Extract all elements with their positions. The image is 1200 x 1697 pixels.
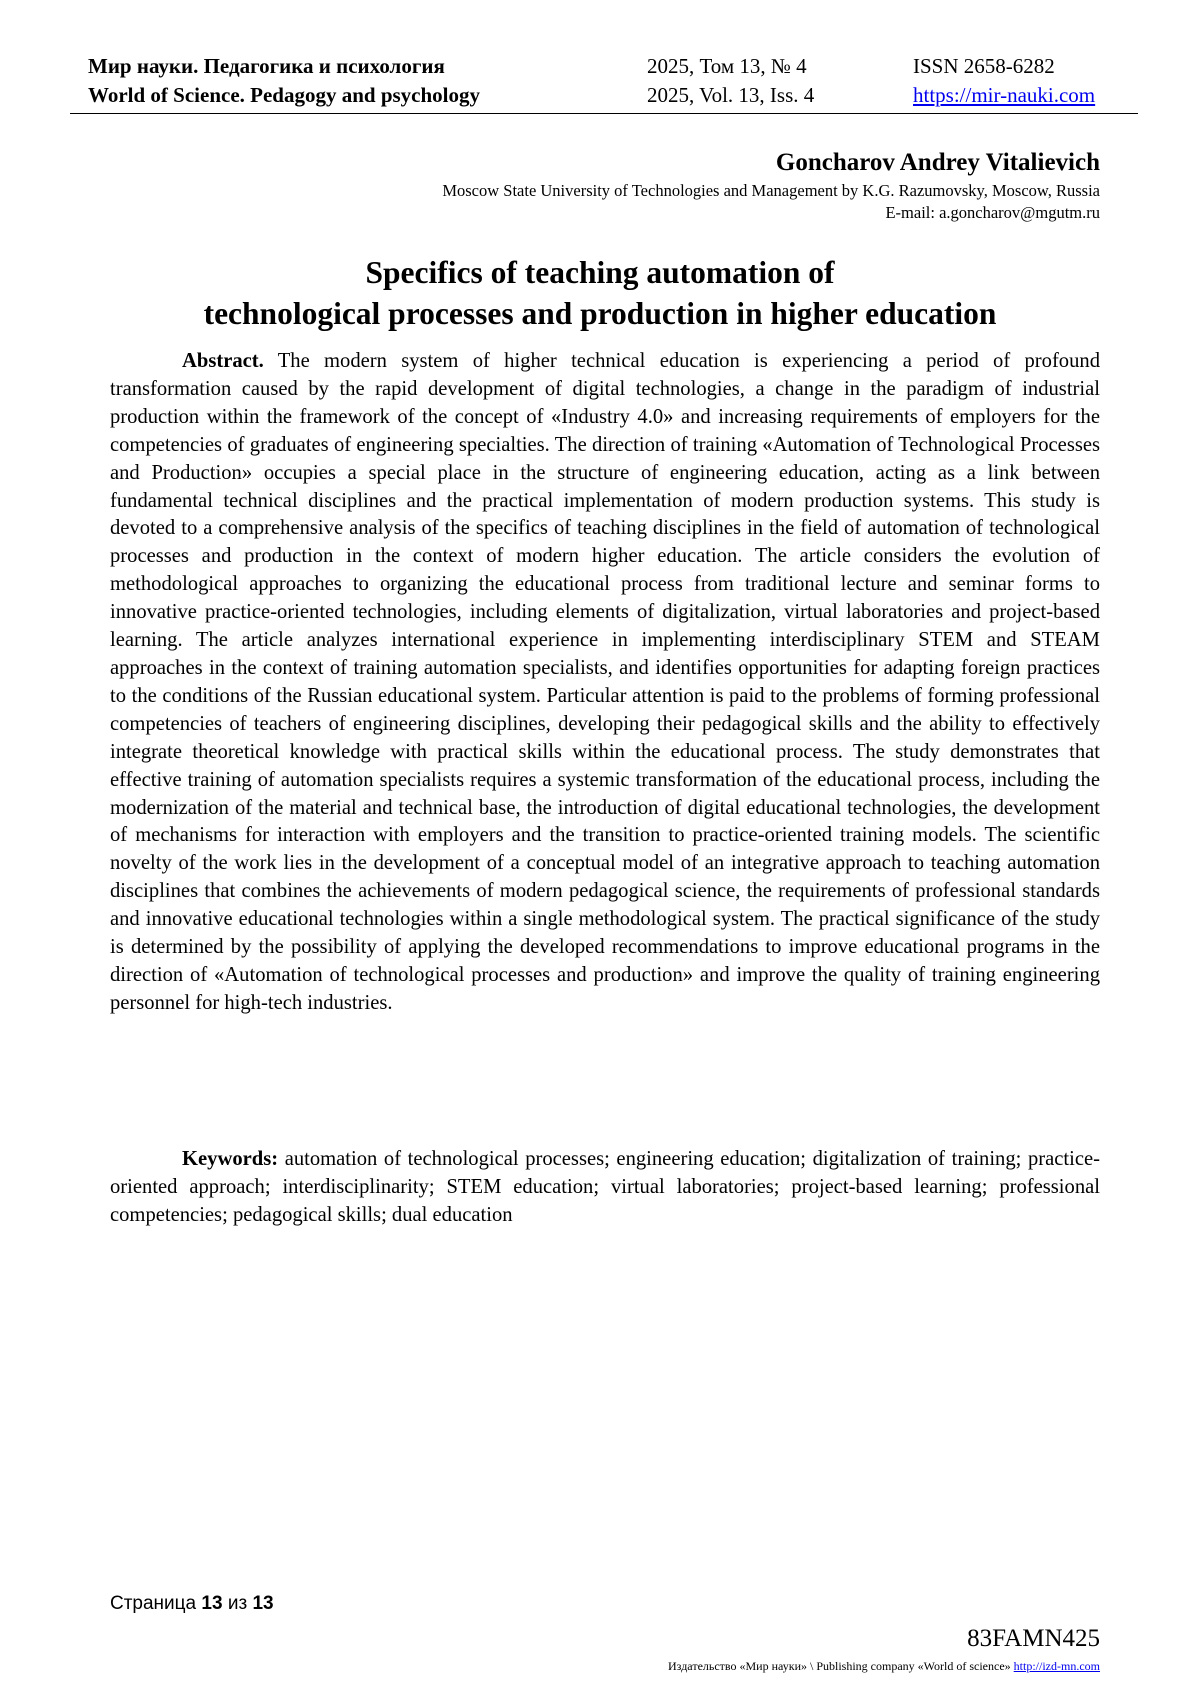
publisher-line xyxy=(668,1658,1100,1674)
issue-block xyxy=(647,52,814,110)
journal-header xyxy=(70,50,1138,114)
author-name: Goncharov Andrey Vitalievich xyxy=(775,149,1100,176)
issue-info-ru: 2025, Том 13, № 4 xyxy=(647,54,807,78)
abstract xyxy=(110,348,1100,1018)
issue-info-en: 2025, Vol. 13, Iss. 4 xyxy=(647,83,815,107)
page-current: 13 xyxy=(201,1593,223,1614)
abstract-label: Abstract. xyxy=(182,350,264,372)
paper-title xyxy=(100,252,1100,334)
keywords-label: Keywords: xyxy=(182,1148,279,1170)
paper-title-line-1: Specifics of teaching automation of xyxy=(365,255,835,290)
page-counter xyxy=(110,1592,274,1616)
issn-block xyxy=(913,52,1095,110)
article-code: 83FAMN425 xyxy=(967,1625,1100,1652)
journal-site-link[interactable]: https://mir-nauki.com xyxy=(913,83,1096,107)
issn: ISSN 2658-6282 xyxy=(913,54,1055,78)
abstract-text: The modern system of higher technical education is experiencing a period of profound transformation caused by the rapid development of digital technologies, a change in the paradigm of industrial production within the framework of the concept of «Industry 4.0» and increasing requirements of employers for the competencies of graduates of engineering specialties. The direction of training «Automation of Technological Processes and Production» occupies a special place in the structure of engineering education, acting as a link between fundamental technical disciplines and the practical implementation of modern production systems. This study is devoted to a comprehensive analysis of the specifics of teaching disciplines in the field of automation of technological processes and production in the context of modern higher education. The article considers the evolution of methodological approaches to organizing the educational process from traditional lecture and seminar forms to innovative practice-oriented technologies, including elements of digitalization, virtual laboratories and project-based learning. The article analyzes international experience in implementing interdisciplinary STEM and STEAM approaches in the context of training automation specialists, and identifies opportunities for adapting foreign practices to the conditions of the Russian educational system. Particular attention is paid to the problems of forming professional competencies of teachers of engineering disciplines, developing their pedagogical skills and the ability to effectively integrate theoretical knowledge with practical skills within the educational process. The study demonstrates that effective training of automation specialists requires a systemic transformation of the educational process, including the modernization of the material and technical base, the introduction of digital educational technologies, the development of mechanisms for interaction with employers and the transition to practice-oriented training models. The scientific novelty of the work lies in the development of a conceptual model of an integrative approach to teaching automation disciplines that combines the achievements of modern pedagogical science, the requirements of professional standards and innovative educational technologies within a single methodological system. The practical significance of the study is determined by the possibility of applying the developed recommendations to improve educational programs in the direction of «Automation of technological processes and production» and improve the quality of training engineering personnel for high-tech industries. xyxy=(110,350,1100,1014)
author-email: E-mail: a.goncharov@mgutm.ru xyxy=(885,203,1100,222)
journal-name-block xyxy=(88,52,480,110)
page-word: Страница xyxy=(110,1593,197,1614)
publisher-link[interactable]: http://izd-mn.com xyxy=(1013,1659,1100,1673)
author-block xyxy=(442,146,1100,224)
paper-title-line-2: technological processes and production in higher education xyxy=(203,296,997,331)
journal-name-ru: Мир науки. Педагогика и психология xyxy=(88,54,445,78)
page-of-word: из xyxy=(227,1593,248,1614)
journal-name-en: World of Science. Pedagogy and psychology xyxy=(88,83,481,107)
keywords xyxy=(110,1146,1100,1230)
page-total: 13 xyxy=(252,1593,274,1614)
keywords-text: automation of technological processes; engineering education; digitalization of training; practice-oriented approach; interdisciplinarity; STEM education; virtual laboratories; project-based learning; professional competencies; pedagogical skills; dual education xyxy=(110,1148,1100,1226)
author-affiliation: Moscow State University of Technologies and Management by K.G. Razumovsky, Moscow, Russia xyxy=(442,181,1100,200)
publisher-text: Издательство «Мир науки» \ Publishing company «World of science» xyxy=(668,1659,1011,1673)
